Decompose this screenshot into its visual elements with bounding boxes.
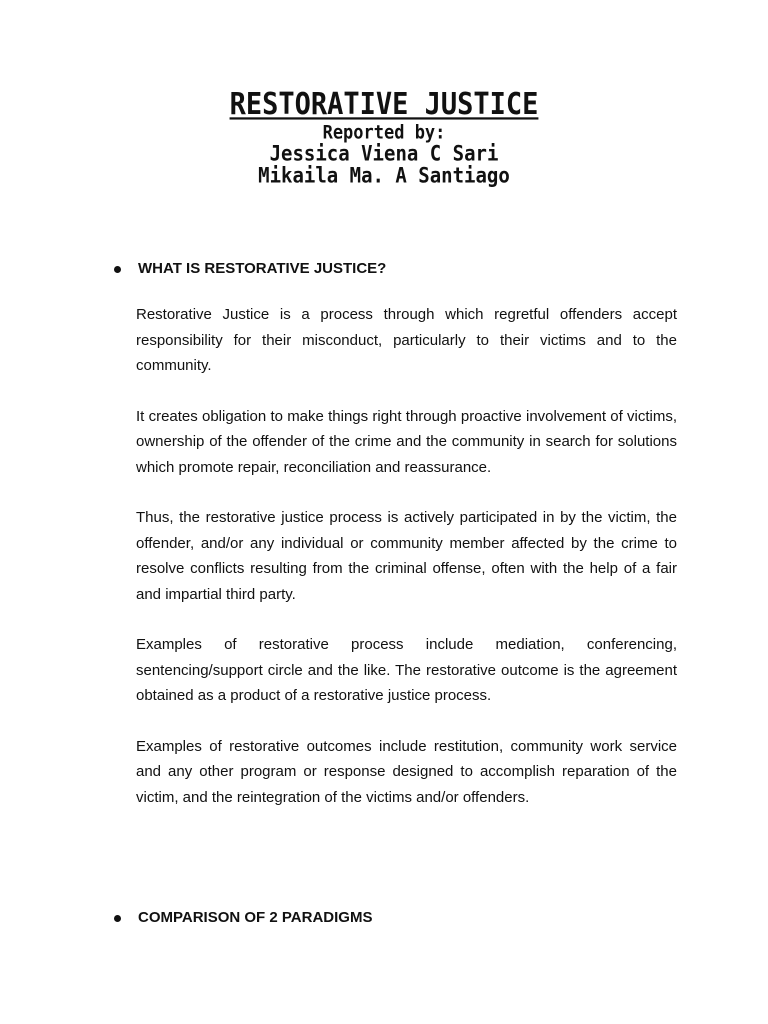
reported-by-label: Reported by: [322,122,446,144]
paragraph: It creates obligation to make things right through proactive involvement of victims, ownership of the offender of the crime and the community in search for solutions which promote repair, reconciliation and reassurance. [136,407,677,476]
paragraph: Thus, the restorative justice process is actively participated in by the victim, the offender, and/or any individual or community member affected by the crime to resolve conflicts resulting from the criminal offense, often with the help of a fair and impartial third party. [136,509,677,603]
section-heading-text: COMPARISON OF 2 PARADIGMS [138,909,373,926]
author-name: Jessica Viena C Sari [269,141,499,167]
paragraph: Examples of restorative outcomes include restitution, community work service and any other program or response designed to accomplish reparation of the victim, and the reintegration of the victims and/or offenders. [136,737,677,806]
paragraph: Restorative Justice is a process through which regretful offenders accept responsibility for their misconduct, particularly to their victims and to the community. [136,306,677,374]
bullet-icon [114,266,121,273]
section-heading-comparison [112,908,372,928]
document-title: RESTORATIVE JUSTICE [229,87,539,122]
section-heading-text: WHAT IS RESTORATIVE JUSTICE? [138,260,387,277]
bullet-icon [114,915,121,922]
author-name: Mikaila Ma. A Santiago [258,163,510,189]
document-header [0,88,768,187]
section-heading-what-is [112,259,386,279]
paragraph: Examples of restorative process include mediation, conferencing, sentencing/support circle and the like. The restorative outcome is the agreement obtained as a product of a restorative justice process. [136,636,677,704]
section-body [136,302,677,835]
